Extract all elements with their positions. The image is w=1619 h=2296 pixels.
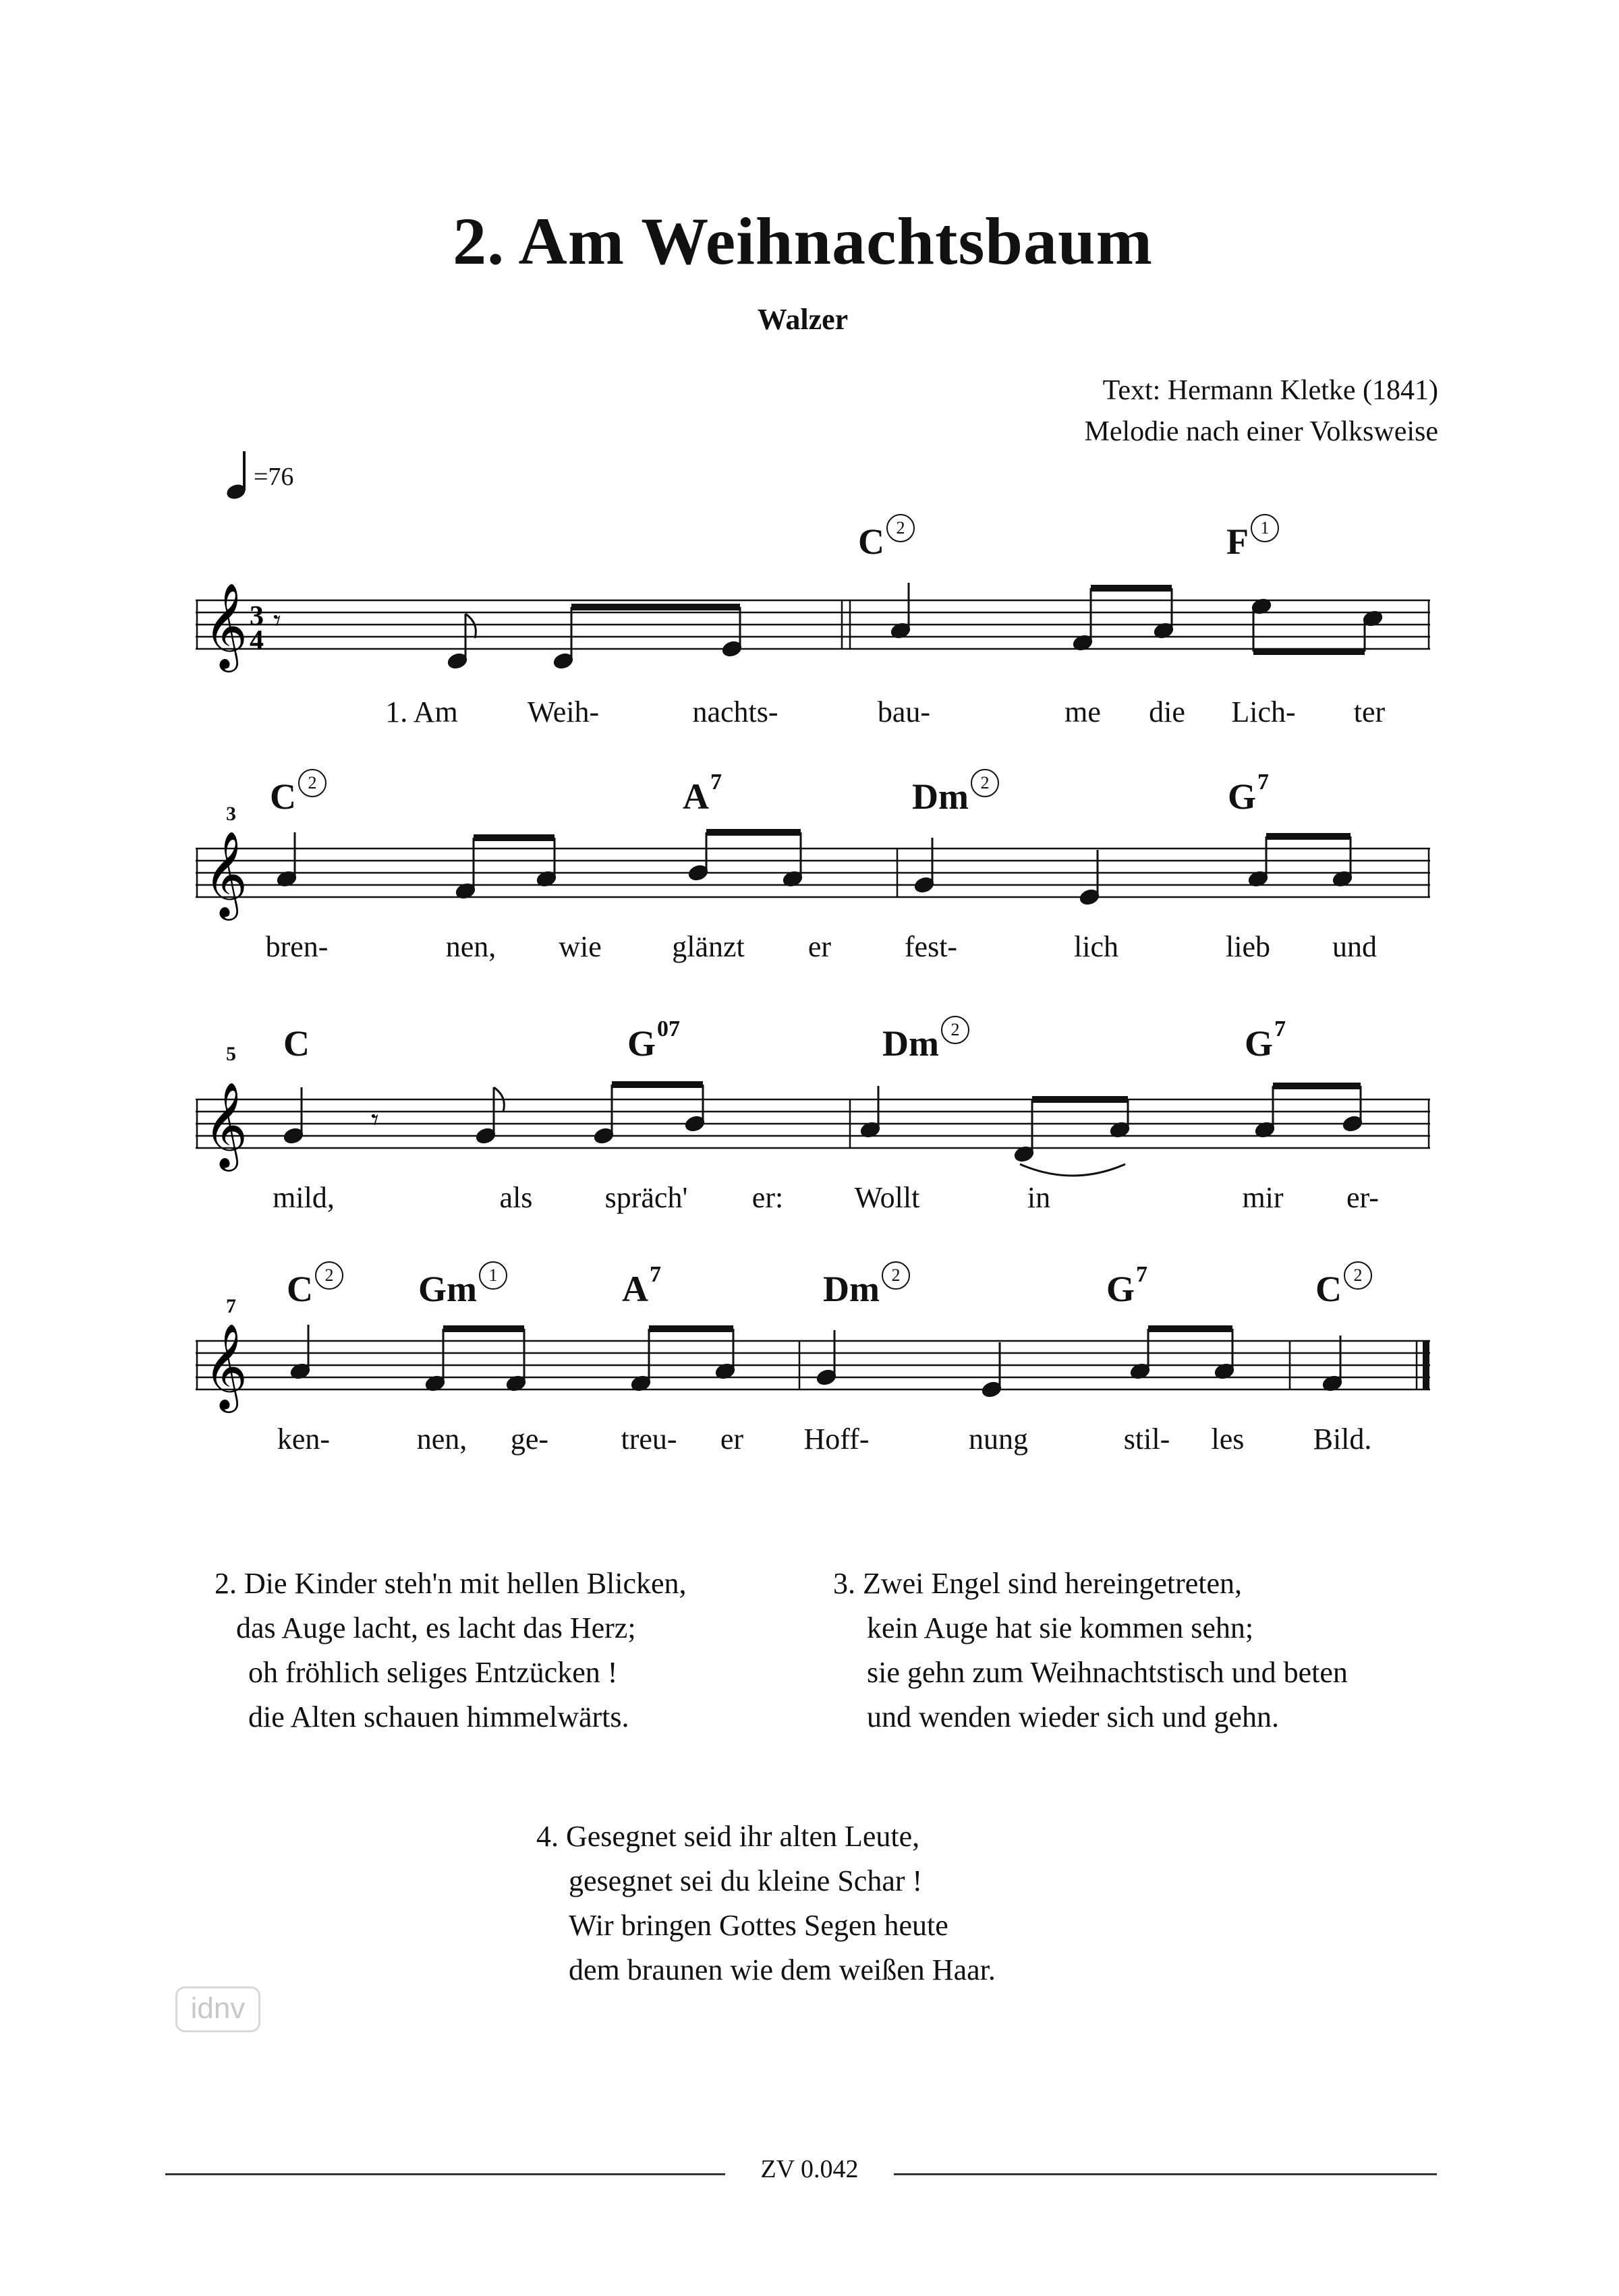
staff-system-4 (196, 1241, 1450, 1511)
treble-clef-icon: 𝄞 (204, 582, 248, 668)
lyric-syllable: stil- (1123, 1423, 1170, 1456)
staff-system-1 (196, 513, 1450, 782)
lyric-syllable: nen, (445, 930, 496, 963)
chord-symbol: $G^7$ (1245, 1016, 1286, 1064)
chord-symbol: C 2 (270, 776, 326, 817)
measure-number: 5 (226, 1043, 236, 1065)
text-credit: Text: Hermann Kletke (1841) (1102, 375, 1438, 406)
treble-clef-icon: 𝄞 (204, 830, 248, 917)
chord-symbol: $A^7$ (683, 770, 722, 817)
svg-text:3: 3 (250, 601, 264, 632)
verse-line: 3. Zwei Engel sind hereingetreten, (833, 1567, 1243, 1600)
chord-symbol: $G^7$ (1106, 1262, 1148, 1309)
lyric-syllable: nachts- (692, 695, 778, 728)
treble-clef-icon: 𝄞 (204, 1081, 248, 1168)
verse-line: Wir bringen Gottes Segen heute (569, 1909, 948, 1942)
lyric-syllable: Lich- (1231, 695, 1296, 728)
lyric-syllable: bau- (877, 695, 931, 728)
verse-line: gesegnet sei du kleine Schar ! (569, 1864, 923, 1897)
verse-line: kein Auge hat sie kommen sehn; (867, 1611, 1254, 1644)
lyric-syllable: mir (1242, 1181, 1284, 1214)
lyric-syllable: bren- (265, 930, 329, 963)
verse-line: das Auge lacht, es lacht das Herz; (236, 1611, 636, 1644)
melody-credit: Melodie nach einer Volksweise (1084, 416, 1438, 447)
lyric-syllable: als (499, 1181, 533, 1214)
lyric-syllable: die (1149, 695, 1185, 728)
chord-symbol: F 1 (1226, 521, 1279, 563)
lyric-syllable: nung (969, 1423, 1028, 1456)
measure-number: 7 (226, 1295, 236, 1317)
chord-symbol: $A^7$ (622, 1262, 661, 1309)
verse-line: und wenden wieder sich und gehn. (867, 1700, 1279, 1733)
chord-symbol: C 2 (287, 1268, 343, 1310)
lyric-syllable: in (1027, 1181, 1051, 1214)
lyric-syllable: lieb (1226, 930, 1270, 963)
verse-4 (536, 1814, 996, 1992)
chord-symbol: Dm 2 (882, 1023, 969, 1064)
lyric-syllable: Weih- (527, 695, 600, 728)
staff-system-2 (196, 749, 1450, 1018)
lyric-syllable: spräch' (604, 1181, 688, 1214)
chord-symbol: Gm 1 (418, 1268, 507, 1310)
lyric-syllable: er- (1346, 1181, 1379, 1214)
watermark-logo: idnv (175, 1986, 260, 2032)
lyric-syllable: les (1211, 1423, 1245, 1456)
verse-line: 2. Die Kinder steh'n mit hellen Blicken, (215, 1567, 687, 1600)
page-title: 2. Am Weihnachtsbaum (453, 204, 1153, 279)
lyric-syllable: er: (751, 1181, 784, 1214)
chord-symbol: C (283, 1023, 310, 1064)
lyric-syllable: treu- (621, 1423, 677, 1456)
tempo-marking (224, 449, 345, 503)
verse-3 (833, 1561, 1348, 1740)
lyric-syllable: lich (1074, 930, 1118, 963)
eighth-rest-icon: 𝄾 (273, 604, 281, 638)
lyric-syllable: er (720, 1423, 744, 1456)
lyric-syllable: Wollt (854, 1181, 920, 1214)
subtitle: Walzer (757, 303, 849, 336)
verse-2 (215, 1561, 687, 1740)
lyric-syllable: er (807, 930, 832, 963)
verse-line: oh fröhlich seliges Entzücken ! (248, 1656, 618, 1689)
lyric-syllable: wie (559, 930, 602, 963)
footer-rule-left (165, 2173, 725, 2175)
lyric-syllable: ken- (277, 1423, 331, 1456)
eighth-rest-icon: 𝄾 (371, 1103, 379, 1137)
lyric-syllable: fest- (904, 930, 958, 963)
treble-clef-icon: 𝄞 (204, 1323, 248, 1409)
lyric-syllable: Hoff- (803, 1423, 870, 1456)
svg-text:4: 4 (250, 625, 264, 656)
verse-line: sie gehn zum Weihnachtstisch und beten (867, 1656, 1348, 1689)
lyric-syllable: ter (1353, 695, 1386, 728)
chord-symbol: C 2 (858, 521, 915, 563)
chord-symbol: $G^{07}$ (627, 1016, 681, 1064)
chord-symbol: $G^7$ (1228, 770, 1270, 817)
verse-line: 4. Gesegnet seid ihr alten Leute, (536, 1820, 920, 1853)
lyric-syllable: und (1332, 930, 1377, 963)
lyric-syllable: nen, (416, 1423, 467, 1456)
verse-line: die Alten schauen himmelwärts. (248, 1700, 629, 1733)
chord-symbol: Dm 2 (823, 1268, 910, 1310)
footer-rule-right (894, 2173, 1437, 2175)
lyric-syllable: me (1064, 695, 1101, 728)
footer-code: ZV 0.042 (760, 2155, 859, 2183)
lyric-syllable: 1. Am (385, 695, 458, 728)
measure-number: 3 (226, 803, 236, 825)
lyric-syllable: glänzt (672, 930, 745, 963)
chord-symbol: Dm 2 (912, 776, 999, 817)
lyric-syllable: Bild. (1313, 1423, 1372, 1456)
lyric-syllable: ge- (510, 1423, 549, 1456)
chord-symbol: C 2 (1315, 1268, 1372, 1310)
staff-system-3 (196, 998, 1450, 1268)
quarter-note-icon (224, 449, 254, 503)
verse-line: dem braunen wie dem weißen Haar. (569, 1953, 996, 1986)
tempo-value: =76 (254, 463, 294, 491)
lyric-syllable: mild, (273, 1181, 335, 1214)
